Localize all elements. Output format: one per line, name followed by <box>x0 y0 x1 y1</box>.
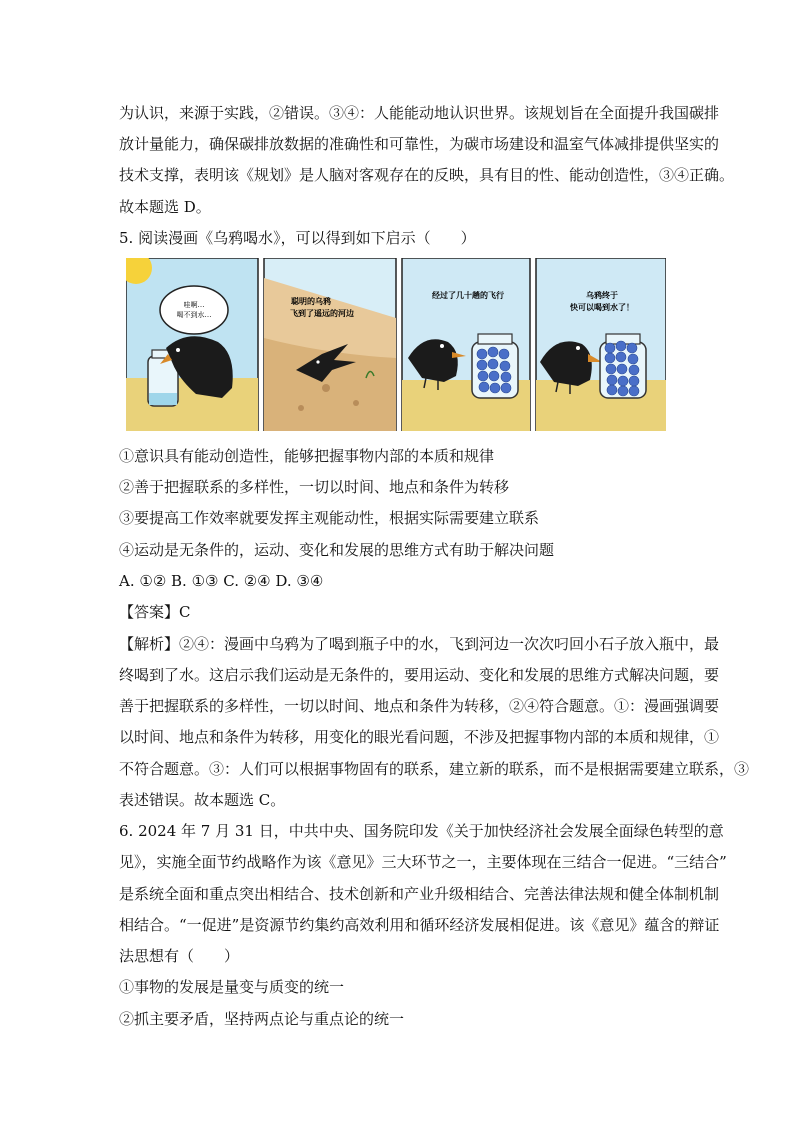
option-line: ①事物的发展是量变与质变的统一 <box>119 978 345 996</box>
option-line: ②善于把握联系的多样性，一切以时间、地点和条件为转移 <box>119 478 510 496</box>
text-line: 为认识，来源于实践，②错误。③④：人能能动地认识世界。该规划旨在全面提升我国碳排 <box>119 104 720 122</box>
panel-2-text: 聪明的乌鸦 <box>291 297 331 306</box>
text-line: 放计量能力，确保碳排放数据的准确性和可靠性，为碳市场建设和温室气体减排提供坚实的 <box>119 135 720 153</box>
analysis-line: 不符合题意。③：人们可以根据事物固有的联系，建立新的联系，而不是根据需要建立联系，③ <box>119 760 750 778</box>
answer-line: 【答案】C <box>119 603 191 621</box>
question-6-line: 法思想有（ ） <box>119 947 240 965</box>
crow-drinking-water-comic <box>126 258 666 431</box>
question-6-line: 6. 2024 年 7 月 31 日，中共中央、国务院印发《关于加快经济社会发展全面绿色转型的意 <box>119 822 724 840</box>
question-6-line: 是系统全面和重点突出相结合、技术创新和产业升级相结合、完善法律法规和健全体制机制 <box>119 885 720 903</box>
analysis-line: 善于把握联系的多样性，一切以时间、地点和条件为转移，②④符合题意。①：漫画强调要 <box>119 697 720 715</box>
analysis-line: 终喝到了水。这启示我们运动是无条件的，要用运动、变化和发展的思维方式解决问题，要 <box>119 666 720 684</box>
comic-panel-4 <box>536 258 666 431</box>
comic-panel-2 <box>264 258 396 431</box>
panel-4-text: 快可以喝到水了！ <box>570 303 634 312</box>
option-line: ④运动是无条件的，运动、变化和发展的思维方式有助于解决问题 <box>119 541 555 559</box>
analysis-line: 表述错误。故本题选 C。 <box>119 791 286 809</box>
panel-1-text: 哇啊… <box>183 301 205 309</box>
question-5-stem: 5. 阅读漫画《乌鸦喝水》，可以得到如下启示（ ） <box>119 229 476 247</box>
option-line: ③要提高工作效率就要发挥主观能动性，根据实际需要建立联系 <box>119 509 540 527</box>
text-line: 故本题选 D。 <box>119 198 211 216</box>
analysis-line: 以时间、地点和条件为转移，用变化的眼光看问题，不涉及把握事物内部的本质和规律，① <box>119 728 720 746</box>
question-6-line: 相结合。“一促进”是资源节约集约高效利用和循环经济发展相促进。该《意见》蕴含的辩证 <box>119 916 720 934</box>
comic-panel-1 <box>126 258 258 431</box>
panel-4-text: 乌鸦终于 <box>586 291 618 300</box>
panel-2-text: 飞到了遥远的河边 <box>290 309 354 318</box>
speech-bubble <box>160 286 228 334</box>
answer-choices: A. ①② B. ①③ C. ②④ D. ③④ <box>119 572 324 590</box>
option-line: ①意识具有能动创造性，能够把握事物内部的本质和规律 <box>119 447 495 465</box>
option-line: ②抓主要矛盾，坚持两点论与重点论的统一 <box>119 1010 405 1028</box>
comic-panel-3 <box>402 258 530 431</box>
panel-3-text: 经过了几十趟的飞行 <box>432 291 504 300</box>
panel-1-text: 喝不到水… <box>176 311 212 319</box>
analysis-line: 【解析】②④：漫画中乌鸦为了喝到瓶子中的水，飞到河边一次次叼回小石子放入瓶中，最 <box>119 635 720 653</box>
text-line: 技术支撑，表明该《规划》是人脑对客观存在的反映，具有目的性、能动创造性，③④正确。 <box>119 166 735 184</box>
question-6-line: 见》，实施全面节约战略作为该《意见》三大环节之一，主要体现在三结合一促进。“三结合” <box>119 853 727 871</box>
